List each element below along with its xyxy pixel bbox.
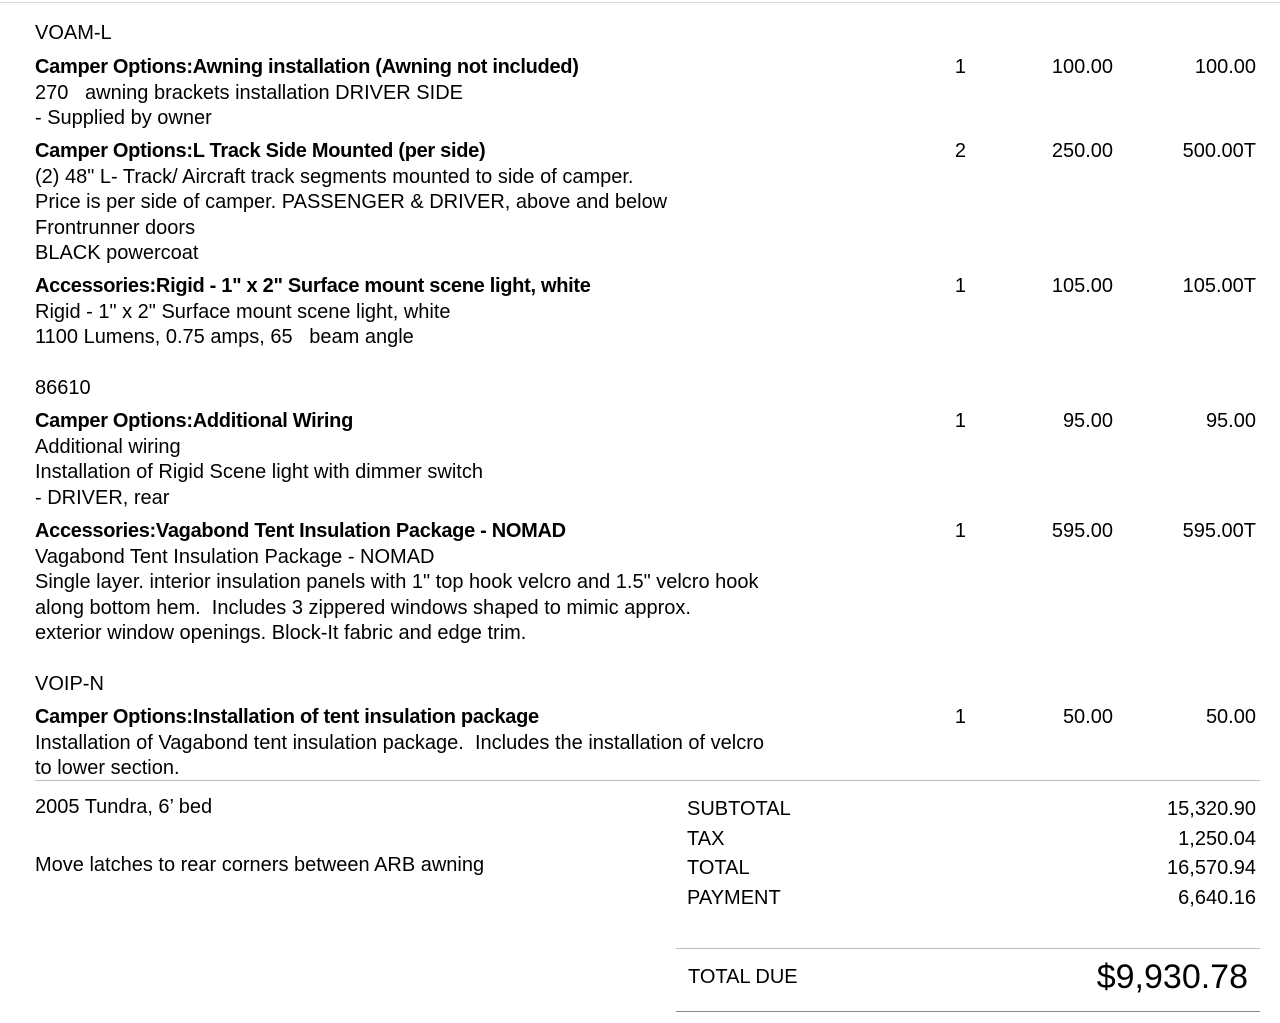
summary-label-payment: PAYMENT <box>687 886 781 909</box>
item-description-line: Vagabond Tent Insulation Package - NOMAD <box>35 545 435 568</box>
note-line: 2005 Tundra, 6’ bed <box>35 796 213 818</box>
item-title: Camper Options:Additional Wiring <box>35 410 353 432</box>
item-description-line: exterior window openings. Block-It fabric and edge trim. <box>35 622 527 644</box>
summary-label-subtotal: SUBTOTAL <box>687 798 791 820</box>
item-description-line: - Supplied by owner <box>35 107 212 129</box>
item-title: Accessories:Vagabond Tent Insulation Package - NOMAD <box>35 520 566 542</box>
item-amount: 95.00 <box>1205 410 1256 432</box>
item-rate: 250.00 <box>1051 140 1113 162</box>
item-description-line: - DRIVER, rear <box>35 486 170 509</box>
top-border <box>0 2 1280 3</box>
summary-value-subtotal: 15,320.90 <box>1167 798 1256 820</box>
items-footer-divider <box>35 780 1260 781</box>
item-rate: 50.00 <box>1062 706 1113 728</box>
total-due-bottom-rule <box>676 1011 1260 1012</box>
item-rate: 595.00 <box>1051 520 1113 542</box>
item-qty: 2 <box>954 140 966 162</box>
item-title: Accessories:Rigid - 1" x 2" Surface mount scene light, white <box>35 275 591 297</box>
total-due-label: TOTAL DUE <box>688 966 798 988</box>
item-title: Camper Options:Installation of tent insulation package <box>35 706 539 728</box>
total-due-top-rule <box>676 948 1260 949</box>
note-line: Move latches to rear corners between ARB awning <box>35 854 485 876</box>
item-description-line: (2) 48" L- Track/ Aircraft track segments mounted to side of camper. <box>35 165 634 188</box>
item-qty: 1 <box>954 56 966 78</box>
item-description-line: to lower section. <box>35 757 180 779</box>
item-description-line: 270 awning brackets installation DRIVER SIDE <box>35 81 463 104</box>
item-amount: 595.00T <box>1182 520 1256 542</box>
item-rate: 105.00 <box>1051 275 1113 297</box>
item-description-line: Single layer. interior insulation panels with 1" top hook velcro and 1.5" velcro hook <box>35 571 759 593</box>
item-rate: 95.00 <box>1062 410 1113 432</box>
summary-value-tax: 1,250.04 <box>1178 827 1256 850</box>
item-description-line: Frontrunner doors <box>35 216 196 239</box>
item-amount: 100.00 <box>1194 56 1256 78</box>
summary-value-payment: 6,640.16 <box>1178 886 1256 909</box>
summary-label-total: TOTAL <box>687 857 750 879</box>
item-description-line: Installation of Rigid Scene light with dimmer switch <box>35 461 483 483</box>
item-amount: 50.00 <box>1205 706 1256 728</box>
item-amount: 500.00T <box>1182 140 1256 162</box>
item-qty: 1 <box>954 706 966 728</box>
item-description-line: Installation of Vagabond tent insulation package. Includes the installation of velcro <box>35 731 764 754</box>
item-amount: 105.00T <box>1182 275 1256 297</box>
item-title: Camper Options:Awning installation (Awning not included) <box>35 56 579 78</box>
item-qty: 1 <box>954 275 966 297</box>
item-qty: 1 <box>954 410 966 432</box>
item-title: Camper Options:L Track Side Mounted (per side) <box>35 140 486 162</box>
summary-label-tax: TAX <box>687 827 725 850</box>
group-code: VOIP-N <box>35 673 104 695</box>
item-description-line: Rigid - 1" x 2" Surface mount scene light, white <box>35 300 451 323</box>
item-description-line: along bottom hem. Includes 3 zippered windows shaped to mimic approx. <box>35 596 691 619</box>
item-description-line: Price is per side of camper. PASSENGER & DRIVER, above and below <box>35 191 668 213</box>
item-rate: 100.00 <box>1051 56 1113 78</box>
item-description-line: BLACK powercoat <box>35 242 199 264</box>
total-due-amount: $9,930.78 <box>1096 958 1248 996</box>
item-qty: 1 <box>954 520 966 542</box>
item-description-line: Additional wiring <box>35 435 181 458</box>
group-code: 86610 <box>35 377 91 399</box>
summary-value-total: 16,570.94 <box>1167 857 1256 879</box>
item-description-line: 1100 Lumens, 0.75 amps, 65 beam angle <box>35 326 414 348</box>
group-code: VOAM-L <box>35 22 112 44</box>
